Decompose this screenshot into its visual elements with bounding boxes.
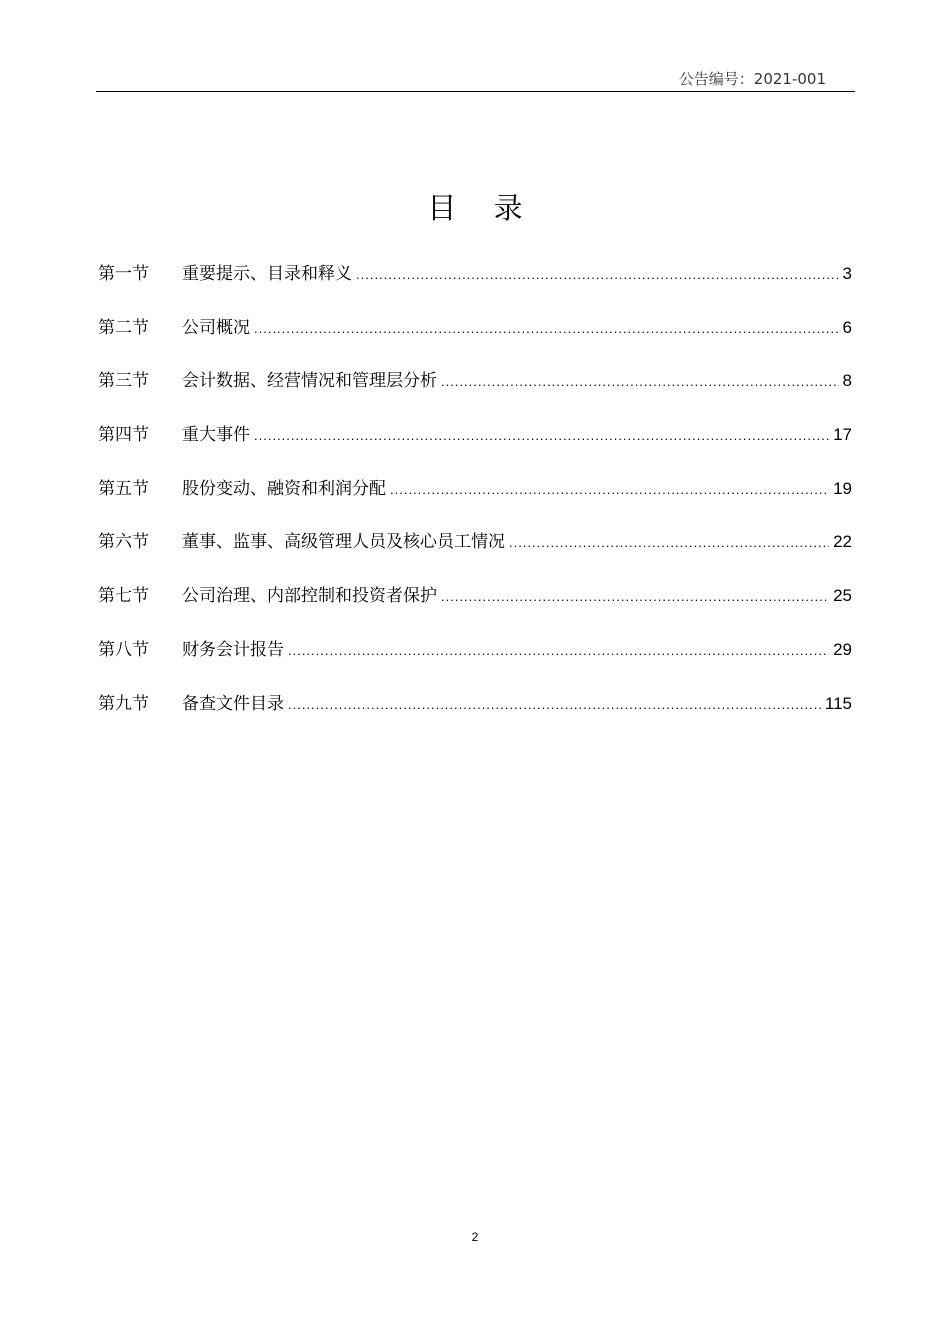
toc-section-number: 第六节 bbox=[98, 532, 149, 553]
toc-section-title: 重要提示、目录和释义 bbox=[182, 264, 352, 284]
toc-page-number: 8 bbox=[842, 371, 852, 391]
toc-entry-9[interactable] bbox=[98, 687, 852, 741]
toc-section-number: 第九节 bbox=[98, 693, 149, 714]
toc-section-title: 股份变动、融资和利润分配 bbox=[182, 478, 386, 499]
toc-section-title: 财务会计报告 bbox=[182, 639, 284, 660]
toc-section-number: 第三节 bbox=[98, 371, 149, 392]
toc-page-number: 29 bbox=[833, 639, 852, 659]
toc-page-number: 6 bbox=[842, 317, 852, 337]
toc-section-title: 重大事件 bbox=[182, 425, 250, 446]
toc-page-number: 22 bbox=[833, 532, 852, 552]
toc-page-number: 115 bbox=[824, 693, 852, 713]
toc-page-number: 19 bbox=[833, 478, 852, 498]
toc-entry-3[interactable] bbox=[98, 364, 852, 418]
toc-section-number: 第八节 bbox=[98, 639, 149, 660]
toc-entry-1[interactable] bbox=[98, 257, 852, 311]
toc-dot-leader bbox=[254, 419, 829, 453]
toc-section-title: 公司概况 bbox=[182, 317, 250, 338]
toc-section-number: 第一节 bbox=[98, 264, 149, 284]
toc-section-number: 第七节 bbox=[98, 586, 149, 607]
toc-title: 目 录 bbox=[427, 191, 537, 225]
announcement-number: 公告编号：2021-001 bbox=[678, 70, 826, 88]
table-of-contents bbox=[98, 257, 852, 740]
toc-section-title: 会计数据、经营情况和管理层分析 bbox=[182, 371, 437, 392]
toc-page-number: 17 bbox=[833, 425, 852, 445]
toc-section-number: 第二节 bbox=[98, 317, 149, 338]
toc-section-number: 第四节 bbox=[98, 425, 149, 446]
header-divider bbox=[96, 91, 855, 92]
page-number: 2 bbox=[471, 1230, 479, 1244]
toc-dot-leader bbox=[288, 688, 821, 722]
toc-entry-8[interactable] bbox=[98, 633, 852, 687]
toc-entry-2[interactable] bbox=[98, 311, 852, 365]
toc-dot-leader bbox=[254, 312, 839, 346]
toc-page-number: 25 bbox=[833, 586, 852, 606]
toc-section-title: 备查文件目录 bbox=[182, 693, 284, 714]
toc-entry-4[interactable] bbox=[98, 418, 852, 472]
toc-dot-leader bbox=[441, 580, 829, 614]
toc-dot-leader bbox=[390, 473, 829, 507]
toc-dot-leader bbox=[509, 526, 829, 560]
toc-section-number: 第五节 bbox=[98, 478, 149, 499]
toc-entry-5[interactable] bbox=[98, 472, 852, 526]
toc-dot-leader bbox=[356, 258, 839, 292]
toc-dot-leader bbox=[441, 365, 839, 399]
toc-entry-6[interactable] bbox=[98, 525, 852, 579]
toc-entry-7[interactable] bbox=[98, 579, 852, 633]
toc-section-title: 董事、监事、高级管理人员及核心员工情况 bbox=[182, 532, 505, 553]
toc-page-number: 3 bbox=[842, 264, 852, 283]
toc-section-title: 公司治理、内部控制和投资者保护 bbox=[182, 586, 437, 607]
toc-dot-leader bbox=[288, 634, 829, 668]
